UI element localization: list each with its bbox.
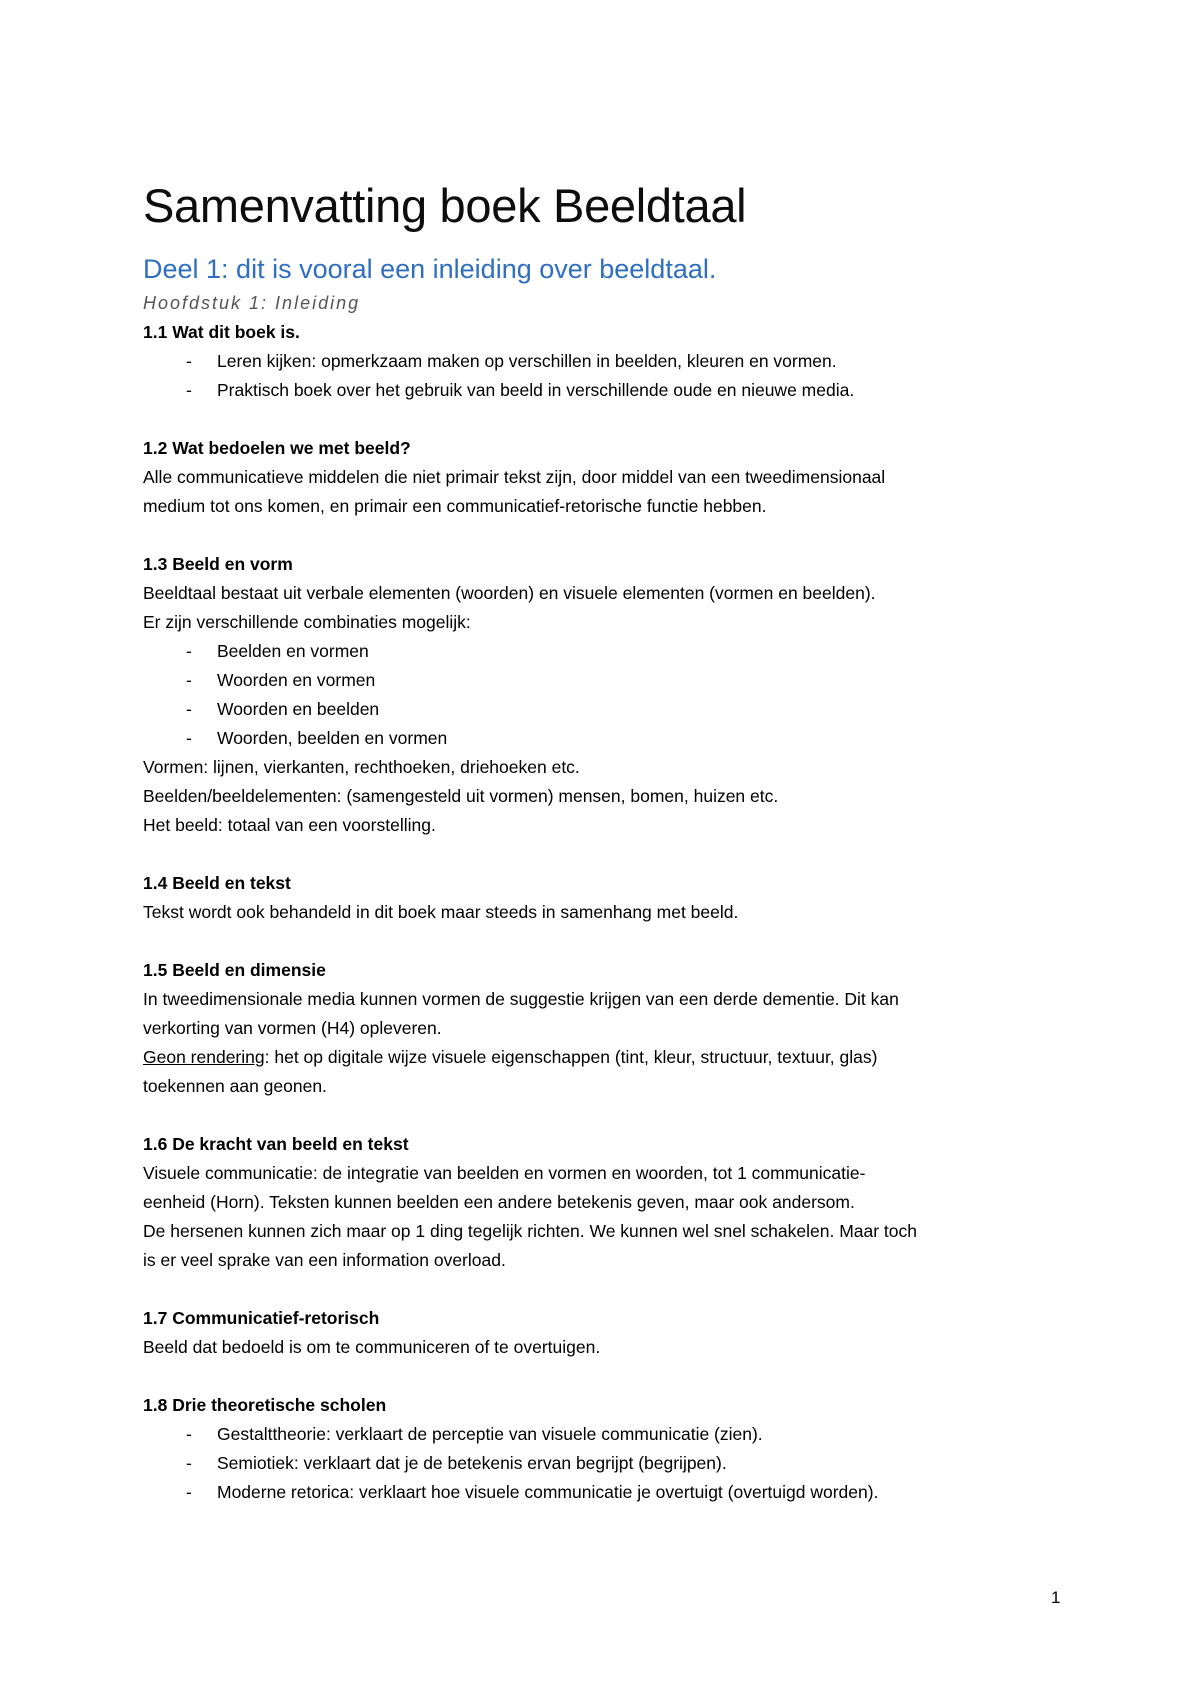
section-1-8 xyxy=(143,1391,1073,1507)
section-title: 1.4 Beeld en tekst xyxy=(143,873,291,893)
paragraph-line: Het beeld: totaal van een voorstelling. xyxy=(143,815,436,835)
bullet-dash: - xyxy=(186,1482,192,1502)
section-1-4 xyxy=(143,869,1073,927)
paragraph-line: toekennen aan geonen. xyxy=(143,1076,327,1096)
document-page xyxy=(143,178,1073,1536)
list-item: - Woorden en beelden xyxy=(186,695,1073,724)
part-heading: Deel 1: dit is vooral een inleiding over beeldtaal. xyxy=(143,254,717,284)
underlined-term: Geon rendering xyxy=(143,1047,265,1067)
section-1-7 xyxy=(143,1304,1073,1362)
page-number: 1 xyxy=(1051,1588,1061,1607)
section-title: 1.3 Beeld en vorm xyxy=(143,554,293,574)
section-1-2 xyxy=(143,434,1073,521)
section-1-6 xyxy=(143,1130,1073,1275)
document-title: Samenvatting boek Beeldtaal xyxy=(143,179,747,232)
section-title: 1.7 Communicatief-retorisch xyxy=(143,1308,380,1328)
list-item: - Semiotiek: verklaart dat je de betekenis ervan begrijpt (begrijpen). xyxy=(186,1449,1073,1478)
section-title: 1.8 Drie theoretische scholen xyxy=(143,1395,387,1415)
paragraph-line: Alle communicatieve middelen die niet primair tekst zijn, door middel van een tweedimensionaal xyxy=(143,467,886,487)
chapter-heading: Hoofdstuk 1: Inleiding xyxy=(143,293,361,313)
section-1-1 xyxy=(143,318,1073,405)
paragraph-line: medium tot ons komen, en primair een communicatief-retorische functie hebben. xyxy=(143,496,767,516)
paragraph-line: Vormen: lijnen, vierkanten, rechthoeken, driehoeken etc. xyxy=(143,757,580,777)
bullet-dash: - xyxy=(186,1453,192,1473)
bullet-list xyxy=(143,347,1073,405)
paragraph-line: eenheid (Horn). Teksten kunnen beelden een andere betekenis geven, maar ook andersom. xyxy=(143,1192,855,1212)
section-1-3 xyxy=(143,550,1073,840)
paragraph-line: Beeld dat bedoeld is om te communiceren of te overtuigen. xyxy=(143,1337,601,1357)
paragraph-line: In tweedimensionale media kunnen vormen de suggestie krijgen van een derde dementie. Dit kan xyxy=(143,989,899,1009)
paragraph-line: is er veel sprake van een information overload. xyxy=(143,1250,506,1270)
list-item: - Praktisch boek over het gebruik van beeld in verschillende oude en nieuwe media. xyxy=(186,376,1073,405)
section-title: 1.1 Wat dit boek is. xyxy=(143,322,300,342)
section-1-5 xyxy=(143,956,1073,1101)
paragraph-line: verkorting van vormen (H4) opleveren. xyxy=(143,1018,442,1038)
bullet-list xyxy=(143,637,1073,753)
paragraph-line: Beelden/beeldelementen: (samengesteld uit vormen) mensen, bomen, huizen etc. xyxy=(143,786,779,806)
section-title: 1.5 Beeld en dimensie xyxy=(143,960,326,980)
paragraph-line: Er zijn verschillende combinaties mogelijk: xyxy=(143,612,471,632)
bullet-list xyxy=(143,1420,1073,1507)
bullet-dash: - xyxy=(186,699,192,719)
paragraph-line: Geon rendering: het op digitale wijze visuele eigenschappen (tint, kleur, structuur, textuur, glas) xyxy=(143,1047,878,1067)
section-title: 1.2 Wat bedoelen we met beeld? xyxy=(143,438,411,458)
list-item: - Leren kijken: opmerkzaam maken op verschillen in beelden, kleuren en vormen. xyxy=(186,347,1073,376)
paragraph-line: De hersenen kunnen zich maar op 1 ding tegelijk richten. We kunnen wel snel schakelen. Maar toch xyxy=(143,1221,918,1241)
bullet-dash: - xyxy=(186,1424,192,1444)
paragraph-line: Beeldtaal bestaat uit verbale elementen (woorden) en visuele elementen (vormen en beelden). xyxy=(143,583,876,603)
bullet-dash: - xyxy=(186,670,192,690)
paragraph-line: Tekst wordt ook behandeld in dit boek maar steeds in samenhang met beeld. xyxy=(143,902,739,922)
section-title: 1.6 De kracht van beeld en tekst xyxy=(143,1134,409,1154)
list-item: - Beelden en vormen xyxy=(186,637,1073,666)
bullet-dash: - xyxy=(186,380,192,400)
list-item: - Woorden, beelden en vormen xyxy=(186,724,1073,753)
list-item: - Woorden en vormen xyxy=(186,666,1073,695)
bullet-dash: - xyxy=(186,641,192,661)
list-item: - Moderne retorica: verklaart hoe visuele communicatie je overtuigt (overtuigd worden). xyxy=(186,1478,1073,1507)
bullet-dash: - xyxy=(186,351,192,371)
list-item: - Gestalttheorie: verklaart de perceptie van visuele communicatie (zien). xyxy=(186,1420,1073,1449)
paragraph-line: Visuele communicatie: de integratie van beelden en vormen en woorden, tot 1 communicatie- xyxy=(143,1163,866,1183)
bullet-dash: - xyxy=(186,728,192,748)
